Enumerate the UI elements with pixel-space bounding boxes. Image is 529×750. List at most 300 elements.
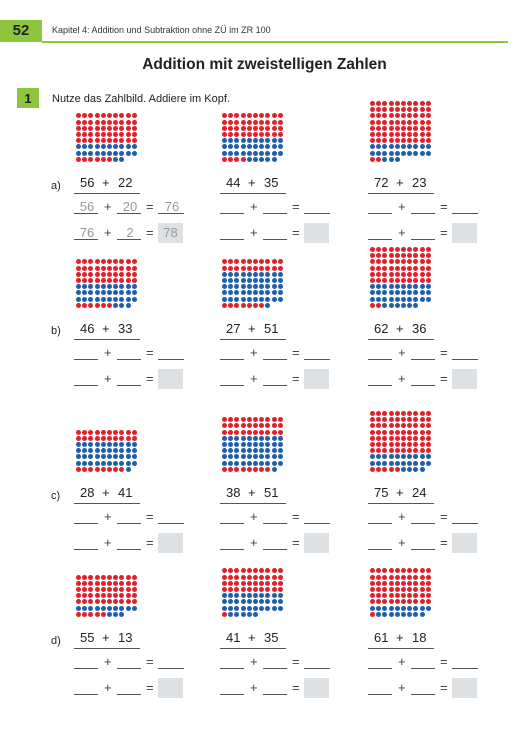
blue-dot <box>278 151 283 156</box>
red-dot <box>389 423 394 428</box>
blank-a[interactable] <box>220 239 244 240</box>
red-dot <box>113 266 118 271</box>
blank-b[interactable] <box>117 694 141 695</box>
red-dot <box>228 266 233 271</box>
blue-dot <box>132 442 137 447</box>
blue-dot <box>222 606 227 611</box>
red-dot <box>126 138 131 143</box>
dot-figure <box>370 411 432 473</box>
red-dot <box>395 411 400 416</box>
blue-dot <box>401 290 406 295</box>
red-dot <box>395 442 400 447</box>
blank-result[interactable] <box>158 668 184 669</box>
blue-dot <box>272 278 277 283</box>
red-dot <box>413 120 418 125</box>
blue-dot <box>272 599 277 604</box>
blue-dot <box>95 448 100 453</box>
red-dot <box>407 138 412 143</box>
blue-dot <box>426 151 431 156</box>
red-dot <box>401 247 406 252</box>
red-dot <box>413 423 418 428</box>
blank-a[interactable] <box>368 385 392 386</box>
red-dot <box>95 599 100 604</box>
blank-b[interactable] <box>263 549 287 550</box>
answer-box[interactable] <box>158 223 183 243</box>
red-dot <box>241 132 246 137</box>
blue-dot <box>228 284 233 289</box>
red-dot <box>420 423 425 428</box>
red-dot <box>278 417 283 422</box>
blank-b[interactable] <box>117 549 141 550</box>
red-dot <box>413 587 418 592</box>
blue-dot <box>278 272 283 277</box>
red-dot <box>407 430 412 435</box>
blue-dot <box>420 612 425 617</box>
blank-result[interactable] <box>452 668 478 669</box>
blank-b[interactable] <box>411 694 435 695</box>
equation <box>220 175 300 193</box>
plus-sign: + <box>248 630 256 645</box>
red-dot <box>420 126 425 131</box>
summand-a: 38 <box>226 485 241 500</box>
equation-underline <box>74 339 140 340</box>
blue-dot <box>272 593 277 598</box>
blue-dot <box>101 448 106 453</box>
blank-b[interactable] <box>411 359 435 360</box>
red-dot <box>234 157 239 162</box>
red-dot <box>107 575 112 580</box>
summand-a: 55 <box>80 630 95 645</box>
red-dot <box>95 272 100 277</box>
blue-dot <box>113 144 118 149</box>
blank-a[interactable] <box>368 694 392 695</box>
red-dot <box>376 253 381 258</box>
red-dot <box>76 436 81 441</box>
red-dot <box>76 126 81 131</box>
red-dot <box>370 253 375 258</box>
red-dot <box>370 417 375 422</box>
answer-box[interactable] <box>158 369 183 389</box>
blank-b[interactable] <box>411 523 435 524</box>
plus-sign: + <box>398 654 406 669</box>
blue-dot <box>259 138 264 143</box>
red-dot <box>107 581 112 586</box>
example-value: 76 <box>164 199 180 214</box>
blank-a[interactable] <box>74 385 98 386</box>
blue-dot <box>395 151 400 156</box>
blue-dot <box>247 297 252 302</box>
blue-dot <box>278 138 283 143</box>
plus-sign: + <box>104 680 112 695</box>
red-dot <box>119 599 124 604</box>
red-dot <box>107 157 112 162</box>
blue-dot <box>119 612 124 617</box>
red-dot <box>420 272 425 277</box>
red-dot <box>119 581 124 586</box>
red-dot <box>113 593 118 598</box>
red-dot <box>76 575 81 580</box>
red-dot <box>119 278 124 283</box>
example-value: 2 <box>126 225 134 240</box>
red-dot <box>76 587 81 592</box>
blue-dot <box>376 284 381 289</box>
red-dot <box>420 120 425 125</box>
equation-underline <box>368 503 434 504</box>
red-dot <box>241 113 246 118</box>
blue-dot <box>413 467 418 472</box>
blue-dot <box>95 297 100 302</box>
equals-sign: = <box>146 199 154 214</box>
blank-b[interactable] <box>263 359 287 360</box>
blank-a[interactable] <box>368 668 392 669</box>
blank-b[interactable] <box>263 523 287 524</box>
red-dot <box>401 132 406 137</box>
blank-a[interactable] <box>220 385 244 386</box>
blank-a[interactable] <box>368 523 392 524</box>
blue-dot <box>101 144 106 149</box>
blue-dot <box>247 448 252 453</box>
blank-result[interactable] <box>304 523 330 524</box>
answer-box[interactable] <box>452 533 477 553</box>
red-dot <box>101 126 106 131</box>
red-dot <box>389 278 394 283</box>
red-dot <box>234 266 239 271</box>
red-dot <box>76 430 81 435</box>
red-dot <box>376 157 381 162</box>
red-dot <box>234 126 239 131</box>
blue-dot <box>222 272 227 277</box>
summand-b: 51 <box>264 485 279 500</box>
blue-dot <box>278 278 283 283</box>
blank-a[interactable] <box>74 694 98 695</box>
blank-b[interactable] <box>117 359 141 360</box>
summand-a: 61 <box>374 630 389 645</box>
answer-box[interactable] <box>304 533 329 553</box>
plus-sign: + <box>104 371 112 386</box>
answer-box[interactable] <box>452 223 477 243</box>
blue-dot <box>126 467 131 472</box>
plus-sign: + <box>250 345 258 360</box>
plus-sign: + <box>396 630 404 645</box>
red-dot <box>107 436 112 441</box>
red-dot <box>401 430 406 435</box>
blue-dot <box>241 138 246 143</box>
blue-dot <box>265 297 270 302</box>
blank-b[interactable] <box>411 239 435 240</box>
blue-dot <box>389 151 394 156</box>
red-dot <box>376 467 381 472</box>
red-dot <box>253 113 258 118</box>
red-dot <box>88 278 93 283</box>
answer-box[interactable] <box>304 678 329 698</box>
blue-dot <box>426 454 431 459</box>
blue-dot <box>420 290 425 295</box>
red-dot <box>82 157 87 162</box>
red-dot <box>228 417 233 422</box>
blue-dot <box>401 144 406 149</box>
red-dot <box>253 120 258 125</box>
blue-dot <box>382 151 387 156</box>
plus-sign: + <box>398 199 406 214</box>
red-dot <box>228 120 233 125</box>
blue-dot <box>126 144 131 149</box>
red-dot <box>113 132 118 137</box>
red-dot <box>278 581 283 586</box>
answer-box[interactable] <box>158 678 183 698</box>
red-dot <box>253 266 258 271</box>
blank-b[interactable] <box>263 239 287 240</box>
equation-underline <box>220 339 286 340</box>
blank-result[interactable] <box>452 359 478 360</box>
blue-dot <box>119 297 124 302</box>
red-dot <box>132 138 137 143</box>
blue-dot <box>413 297 418 302</box>
blank-a[interactable] <box>220 523 244 524</box>
blue-dot <box>401 297 406 302</box>
blue-dot <box>228 151 233 156</box>
blue-dot <box>420 606 425 611</box>
red-dot <box>272 120 277 125</box>
blank-b[interactable] <box>263 694 287 695</box>
red-dot <box>370 593 375 598</box>
blue-dot <box>259 297 264 302</box>
red-dot <box>132 120 137 125</box>
answer-box[interactable] <box>304 223 329 243</box>
answer-box[interactable] <box>158 533 183 553</box>
red-dot <box>407 599 412 604</box>
blank-b[interactable] <box>263 213 287 214</box>
blue-dot <box>132 144 137 149</box>
equals-sign: = <box>292 509 300 524</box>
blank-b[interactable] <box>117 523 141 524</box>
equals-sign: = <box>146 680 154 695</box>
blue-dot <box>234 442 239 447</box>
blue-dot <box>272 467 277 472</box>
blue-dot <box>107 612 112 617</box>
red-dot <box>126 126 131 131</box>
blank-a[interactable] <box>220 668 244 669</box>
red-dot <box>407 272 412 277</box>
blank-result[interactable] <box>158 523 184 524</box>
red-dot <box>88 436 93 441</box>
red-dot <box>389 599 394 604</box>
red-dot <box>401 423 406 428</box>
red-dot <box>382 126 387 131</box>
blank-b[interactable] <box>263 668 287 669</box>
plus-sign: + <box>398 371 406 386</box>
red-dot <box>426 253 431 258</box>
plus-sign: + <box>398 680 406 695</box>
red-dot <box>376 568 381 573</box>
blue-dot <box>407 144 412 149</box>
blue-dot <box>228 278 233 283</box>
blank-a[interactable] <box>74 359 98 360</box>
blank-a[interactable] <box>368 359 392 360</box>
red-dot <box>426 126 431 131</box>
blank-b[interactable] <box>411 549 435 550</box>
red-dot <box>88 126 93 131</box>
blank-a[interactable] <box>368 549 392 550</box>
blank-b[interactable] <box>411 668 435 669</box>
answer-box[interactable] <box>304 369 329 389</box>
plus-sign: + <box>104 345 112 360</box>
dot-figure <box>222 417 284 473</box>
red-dot <box>247 423 252 428</box>
blue-dot <box>119 461 124 466</box>
red-dot <box>401 411 406 416</box>
red-dot <box>407 593 412 598</box>
red-dot <box>82 593 87 598</box>
blue-dot <box>389 157 394 162</box>
equals-sign: = <box>440 654 448 669</box>
blue-dot <box>401 461 406 466</box>
summand-b: 22 <box>118 175 133 190</box>
red-dot <box>95 612 100 617</box>
blue-dot <box>407 612 412 617</box>
red-dot <box>222 157 227 162</box>
red-dot <box>82 113 87 118</box>
red-dot <box>76 599 81 604</box>
equation <box>368 485 448 503</box>
red-dot <box>107 138 112 143</box>
red-dot <box>413 247 418 252</box>
blank-result[interactable] <box>452 213 478 214</box>
blank-b[interactable] <box>263 385 287 386</box>
blank-result[interactable] <box>158 359 184 360</box>
blue-dot <box>370 151 375 156</box>
plus-sign: + <box>102 630 110 645</box>
red-dot <box>222 259 227 264</box>
red-dot <box>247 467 252 472</box>
blank-a[interactable] <box>368 213 392 214</box>
equals-sign: = <box>292 345 300 360</box>
red-dot <box>407 253 412 258</box>
red-dot <box>132 266 137 271</box>
blank-a[interactable] <box>74 549 98 550</box>
red-dot <box>228 259 233 264</box>
plus-sign: + <box>396 485 404 500</box>
equation-underline <box>74 193 140 194</box>
blue-dot <box>234 278 239 283</box>
equals-sign: = <box>146 225 154 240</box>
equation <box>74 485 154 503</box>
answer-box[interactable] <box>452 678 477 698</box>
blank-result[interactable] <box>304 668 330 669</box>
red-dot <box>382 581 387 586</box>
red-dot <box>395 107 400 112</box>
red-dot <box>88 575 93 580</box>
plus-sign: + <box>250 509 258 524</box>
blue-dot <box>382 144 387 149</box>
blank-a[interactable] <box>220 213 244 214</box>
blank-b[interactable] <box>411 213 435 214</box>
blue-dot <box>107 284 112 289</box>
red-dot <box>382 442 387 447</box>
blue-dot <box>132 461 137 466</box>
blue-dot <box>376 151 381 156</box>
summand-b: 35 <box>264 175 279 190</box>
red-dot <box>407 575 412 580</box>
red-dot <box>88 581 93 586</box>
blank-result[interactable] <box>452 523 478 524</box>
blank-a[interactable] <box>220 694 244 695</box>
blue-dot <box>259 593 264 598</box>
blank-a[interactable] <box>220 359 244 360</box>
blue-dot <box>401 454 406 459</box>
plus-sign: + <box>250 371 258 386</box>
blue-dot <box>278 297 283 302</box>
red-dot <box>278 568 283 573</box>
fill-in-line <box>368 654 480 674</box>
red-dot <box>376 417 381 422</box>
blank-a[interactable] <box>368 239 392 240</box>
red-dot <box>253 259 258 264</box>
equals-sign: = <box>440 345 448 360</box>
red-dot <box>259 126 264 131</box>
blue-dot <box>376 612 381 617</box>
blank-b[interactable] <box>117 385 141 386</box>
equation <box>368 630 448 648</box>
blue-dot <box>407 151 412 156</box>
blue-dot <box>113 290 118 295</box>
red-dot <box>95 303 100 308</box>
blue-dot <box>132 290 137 295</box>
equals-sign: = <box>146 345 154 360</box>
blue-dot <box>107 290 112 295</box>
red-dot <box>222 266 227 271</box>
red-dot <box>407 107 412 112</box>
blue-dot <box>222 144 227 149</box>
red-dot <box>272 587 277 592</box>
blank-a[interactable] <box>220 549 244 550</box>
red-dot <box>126 587 131 592</box>
red-dot <box>101 138 106 143</box>
blank-a[interactable] <box>74 668 98 669</box>
blank-a[interactable] <box>74 523 98 524</box>
answer-box[interactable] <box>452 369 477 389</box>
plus-sign: + <box>250 680 258 695</box>
blue-dot <box>272 151 277 156</box>
blank-b[interactable] <box>411 385 435 386</box>
red-dot <box>241 126 246 131</box>
blue-dot <box>241 448 246 453</box>
blue-dot <box>278 606 283 611</box>
red-dot <box>247 132 252 137</box>
red-dot <box>265 423 270 428</box>
blue-dot <box>382 461 387 466</box>
red-dot <box>101 266 106 271</box>
blank-result[interactable] <box>304 359 330 360</box>
summand-b: 23 <box>412 175 427 190</box>
blue-dot <box>420 297 425 302</box>
red-dot <box>241 467 246 472</box>
red-dot <box>265 430 270 435</box>
red-dot <box>382 568 387 573</box>
red-dot <box>376 278 381 283</box>
blue-dot <box>126 448 131 453</box>
red-dot <box>222 587 227 592</box>
red-dot <box>253 568 258 573</box>
blank-result[interactable] <box>304 213 330 214</box>
equals-sign: = <box>146 509 154 524</box>
red-dot <box>382 575 387 580</box>
red-dot <box>132 436 137 441</box>
summand-a: 41 <box>226 630 241 645</box>
red-dot <box>259 417 264 422</box>
blank-b[interactable] <box>117 668 141 669</box>
blue-dot <box>382 157 387 162</box>
blue-dot <box>247 436 252 441</box>
